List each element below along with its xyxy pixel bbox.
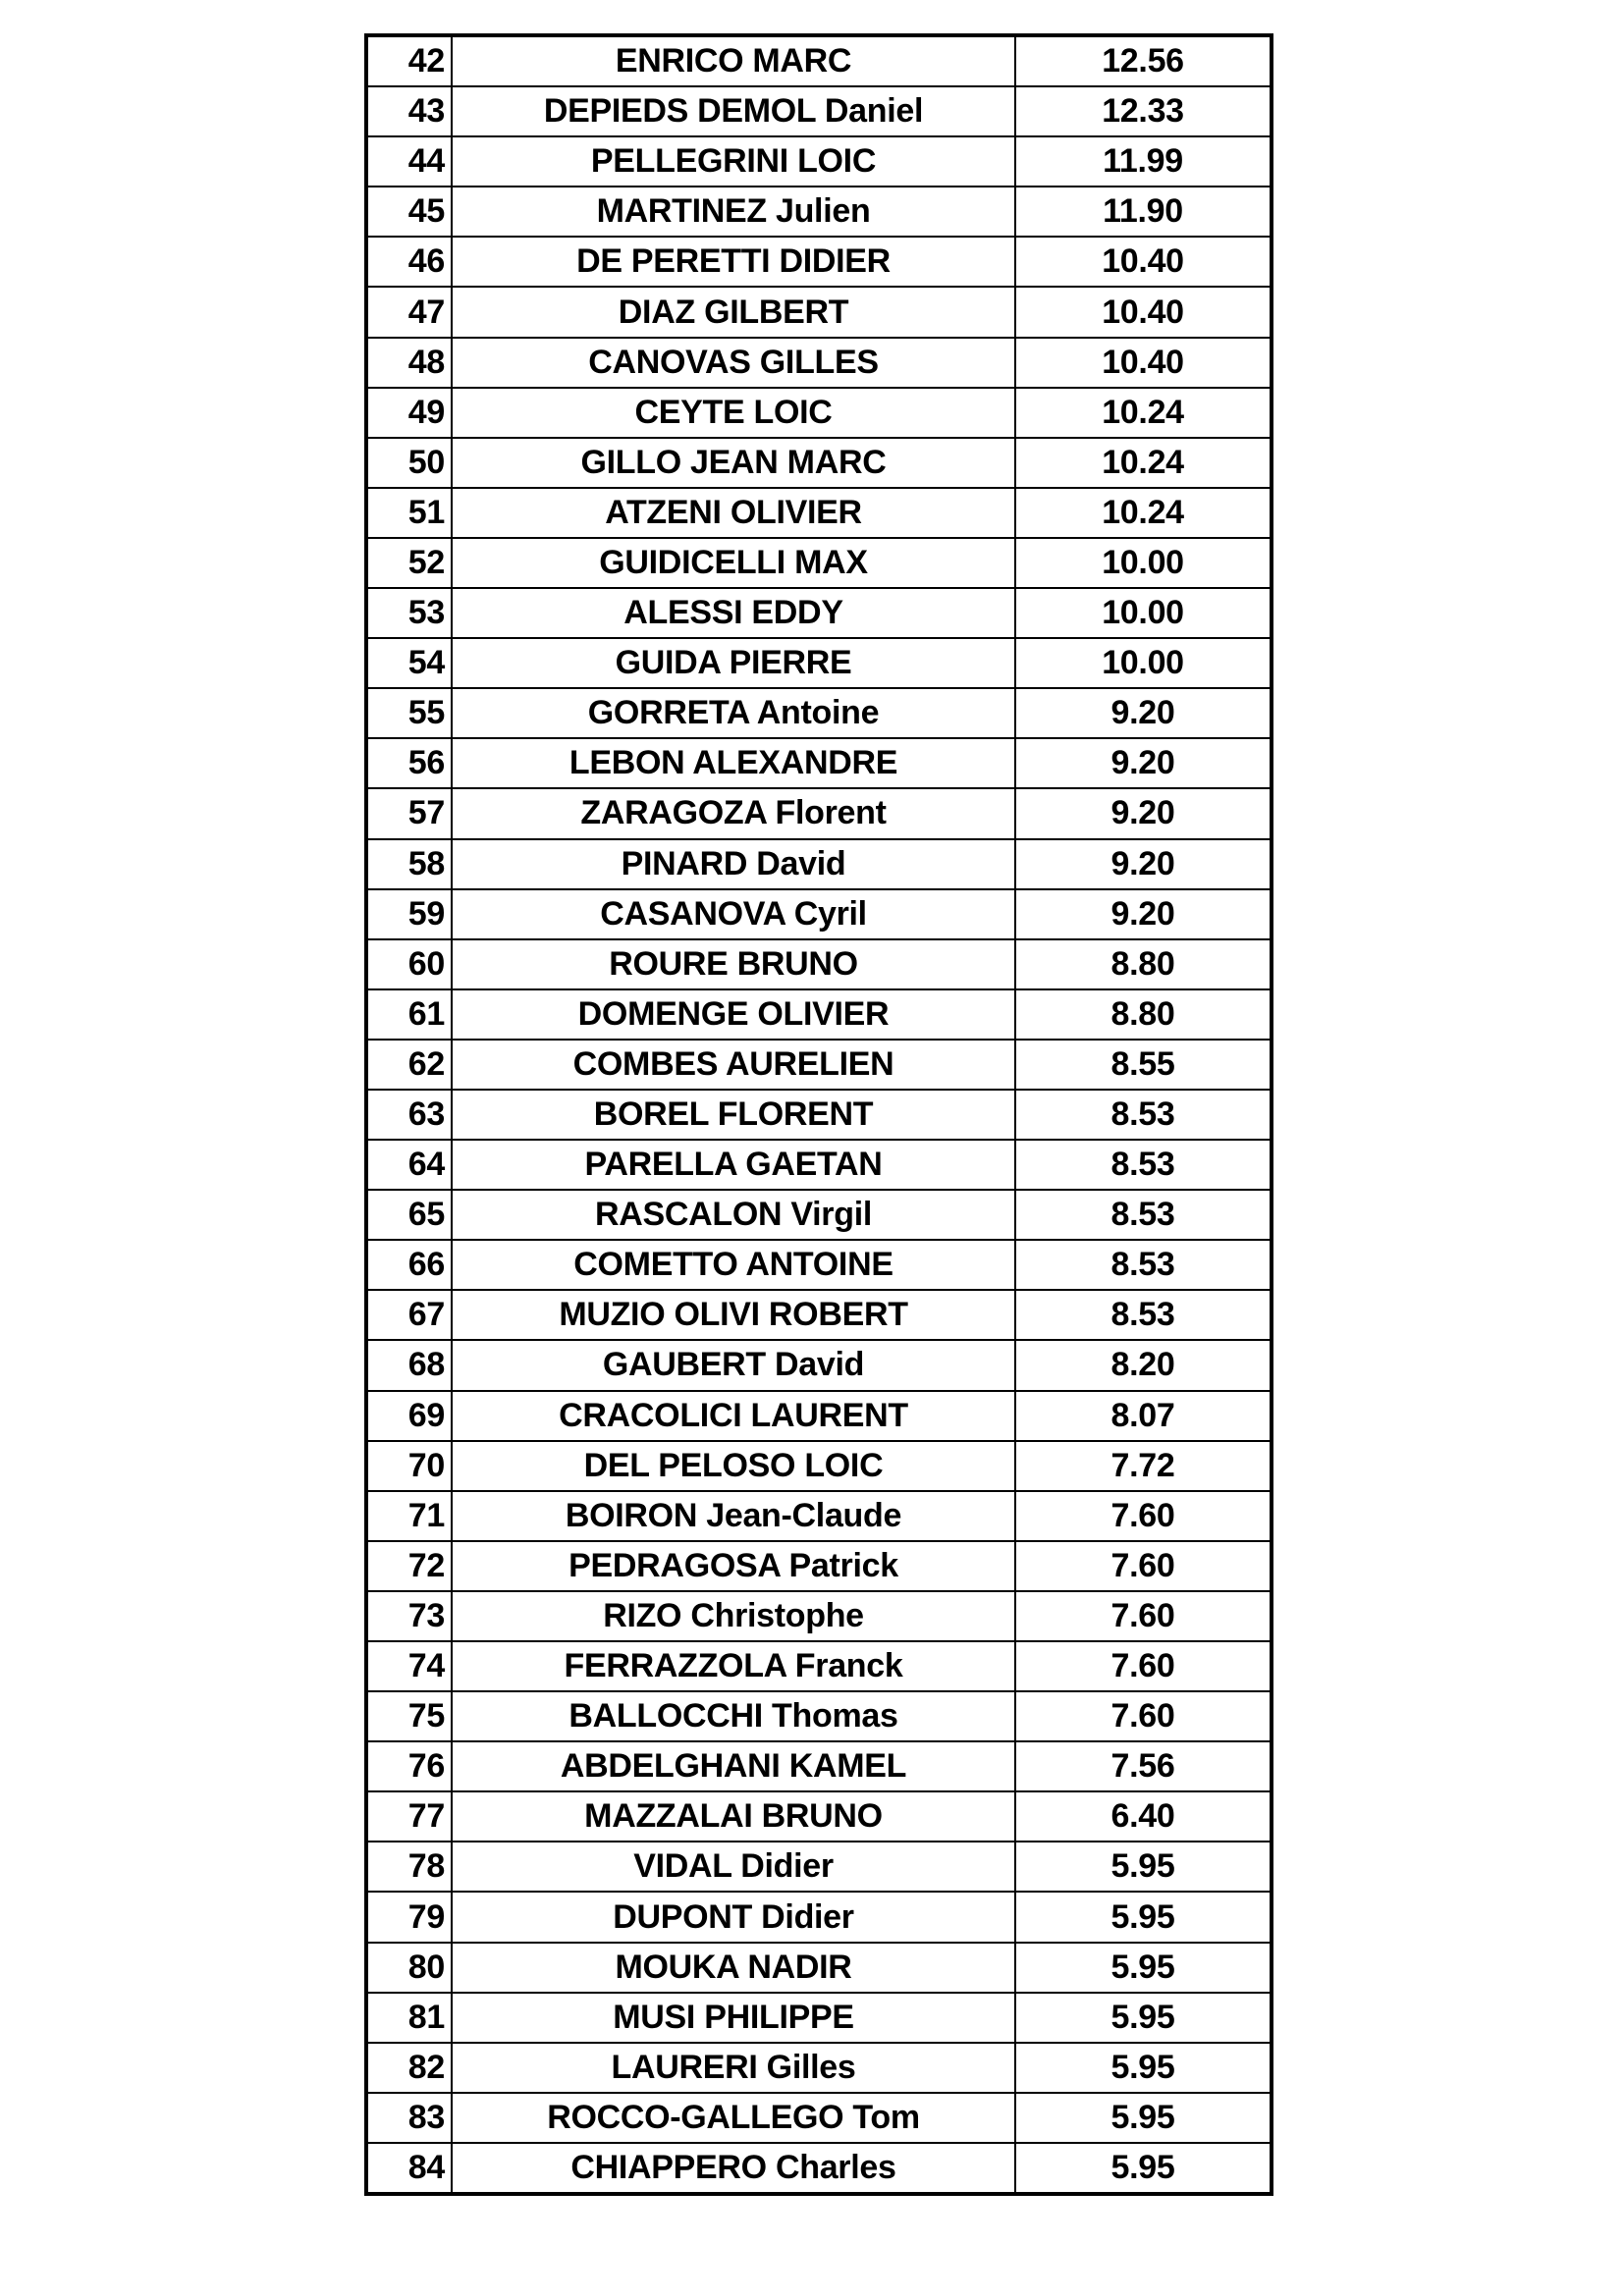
name-cell: COMETTO ANTOINE [452,1240,1015,1290]
rank-cell: 44 [366,136,452,187]
table-row [366,187,1272,237]
name-cell: CRACOLICI LAURENT [452,1391,1015,1441]
rank-cell: 75 [366,1691,452,1741]
score-cell: 5.95 [1015,1943,1272,1993]
rank-cell: 45 [366,187,452,237]
name-cell: ENRICO MARC [452,35,1015,86]
score-cell: 8.55 [1015,1040,1272,1090]
name-cell: GILLO JEAN MARC [452,438,1015,488]
rank-cell: 52 [366,538,452,588]
rank-cell: 83 [366,2093,452,2143]
rank-cell: 64 [366,1140,452,1190]
rank-cell: 49 [366,388,452,438]
score-cell: 5.95 [1015,2093,1272,2143]
name-cell: PARELLA GAETAN [452,1140,1015,1190]
table-row [366,1491,1272,1541]
table-row [366,136,1272,187]
name-cell: CANOVAS GILLES [452,338,1015,388]
rank-cell: 82 [366,2043,452,2093]
ranking-table-body [366,35,1272,2194]
score-cell: 10.40 [1015,338,1272,388]
table-row [366,388,1272,438]
score-cell: 8.53 [1015,1190,1272,1240]
name-cell: PEDRAGOSA Patrick [452,1541,1015,1591]
table-row [366,488,1272,538]
rank-cell: 67 [366,1290,452,1340]
score-cell: 8.80 [1015,939,1272,989]
rank-cell: 43 [366,86,452,136]
rank-cell: 78 [366,1842,452,1892]
table-row [366,638,1272,688]
score-cell: 9.20 [1015,738,1272,788]
score-cell: 11.99 [1015,136,1272,187]
table-row [366,438,1272,488]
name-cell: DEL PELOSO LOIC [452,1441,1015,1491]
name-cell: BOREL FLORENT [452,1090,1015,1140]
score-cell: 5.95 [1015,1842,1272,1892]
table-row [366,1040,1272,1090]
rank-cell: 68 [366,1340,452,1390]
table-row [366,1842,1272,1892]
score-cell: 12.33 [1015,86,1272,136]
table-row [366,237,1272,287]
score-cell: 10.40 [1015,237,1272,287]
name-cell: ALESSI EDDY [452,588,1015,638]
name-cell: ZARAGOZA Florent [452,788,1015,838]
name-cell: CASANOVA Cyril [452,889,1015,939]
name-cell: DUPONT Didier [452,1892,1015,1942]
score-cell: 9.20 [1015,839,1272,889]
rank-cell: 74 [366,1641,452,1691]
table-row [366,1791,1272,1842]
score-cell: 12.56 [1015,35,1272,86]
table-row [366,2043,1272,2093]
table-row [366,2093,1272,2143]
score-cell: 9.20 [1015,788,1272,838]
table-row [366,989,1272,1040]
name-cell: CHIAPPERO Charles [452,2143,1015,2194]
name-cell: FERRAZZOLA Franck [452,1641,1015,1691]
name-cell: MUZIO OLIVI ROBERT [452,1290,1015,1340]
rank-cell: 81 [366,1993,452,2043]
score-cell: 5.95 [1015,2043,1272,2093]
score-cell: 10.24 [1015,488,1272,538]
rank-cell: 58 [366,839,452,889]
name-cell: ROCCO-GALLEGO Tom [452,2093,1015,2143]
name-cell: MARTINEZ Julien [452,187,1015,237]
ranking-table [364,33,1273,2196]
name-cell: BOIRON Jean-Claude [452,1491,1015,1541]
name-cell: RIZO Christophe [452,1591,1015,1641]
score-cell: 5.95 [1015,1993,1272,2043]
table-row [366,1993,1272,2043]
rank-cell: 59 [366,889,452,939]
name-cell: DE PERETTI DIDIER [452,237,1015,287]
name-cell: DOMENGE OLIVIER [452,989,1015,1040]
name-cell: ABDELGHANI KAMEL [452,1741,1015,1791]
table-row [366,1140,1272,1190]
rank-cell: 76 [366,1741,452,1791]
table-row [366,1441,1272,1491]
name-cell: PELLEGRINI LOIC [452,136,1015,187]
rank-cell: 71 [366,1491,452,1541]
name-cell: ROURE BRUNO [452,939,1015,989]
table-row [366,939,1272,989]
table-row [366,688,1272,738]
table-row [366,1190,1272,1240]
rank-cell: 42 [366,35,452,86]
name-cell: GUIDA PIERRE [452,638,1015,688]
name-cell: RASCALON Virgil [452,1190,1015,1240]
rank-cell: 66 [366,1240,452,1290]
rank-cell: 51 [366,488,452,538]
rank-cell: 48 [366,338,452,388]
score-cell: 6.40 [1015,1791,1272,1842]
table-row [366,1340,1272,1390]
table-row [366,1240,1272,1290]
rank-cell: 72 [366,1541,452,1591]
name-cell: LEBON ALEXANDRE [452,738,1015,788]
rank-cell: 53 [366,588,452,638]
name-cell: BALLOCCHI Thomas [452,1691,1015,1741]
score-cell: 8.53 [1015,1290,1272,1340]
rank-cell: 65 [366,1190,452,1240]
rank-cell: 54 [366,638,452,688]
table-row [366,1641,1272,1691]
name-cell: MAZZALAI BRUNO [452,1791,1015,1842]
score-cell: 7.60 [1015,1591,1272,1641]
score-cell: 8.53 [1015,1140,1272,1190]
score-cell: 7.72 [1015,1441,1272,1491]
table-row [366,1541,1272,1591]
rank-cell: 77 [366,1791,452,1842]
score-cell: 10.40 [1015,287,1272,337]
table-row [366,889,1272,939]
table-row [366,86,1272,136]
rank-cell: 79 [366,1892,452,1942]
rank-cell: 84 [366,2143,452,2194]
score-cell: 7.60 [1015,1541,1272,1591]
table-row [366,35,1272,86]
score-cell: 7.56 [1015,1741,1272,1791]
name-cell: ATZENI OLIVIER [452,488,1015,538]
table-row [366,1391,1272,1441]
score-cell: 8.07 [1015,1391,1272,1441]
table-row [366,788,1272,838]
table-row [366,1892,1272,1942]
rank-cell: 60 [366,939,452,989]
table-row [366,738,1272,788]
rank-cell: 46 [366,237,452,287]
name-cell: DIAZ GILBERT [452,287,1015,337]
score-cell: 10.00 [1015,538,1272,588]
name-cell: GORRETA Antoine [452,688,1015,738]
score-cell: 8.80 [1015,989,1272,1040]
score-cell: 5.95 [1015,2143,1272,2194]
score-cell: 9.20 [1015,688,1272,738]
name-cell: COMBES AURELIEN [452,1040,1015,1090]
score-cell: 10.00 [1015,638,1272,688]
rank-cell: 50 [366,438,452,488]
score-cell: 5.95 [1015,1892,1272,1942]
score-cell: 11.90 [1015,187,1272,237]
score-cell: 10.00 [1015,588,1272,638]
name-cell: VIDAL Didier [452,1842,1015,1892]
score-cell: 8.53 [1015,1090,1272,1140]
name-cell: CEYTE LOIC [452,388,1015,438]
table-row [366,839,1272,889]
table-row [366,1943,1272,1993]
rank-cell: 69 [366,1391,452,1441]
table-row [366,538,1272,588]
table-row [366,1090,1272,1140]
name-cell: MOUKA NADIR [452,1943,1015,1993]
rank-cell: 80 [366,1943,452,1993]
rank-cell: 61 [366,989,452,1040]
name-cell: GAUBERT David [452,1340,1015,1390]
table-row [366,1691,1272,1741]
name-cell: PINARD David [452,839,1015,889]
name-cell: MUSI PHILIPPE [452,1993,1015,2043]
score-cell: 8.20 [1015,1340,1272,1390]
score-cell: 7.60 [1015,1641,1272,1691]
score-cell: 7.60 [1015,1691,1272,1741]
rank-cell: 47 [366,287,452,337]
name-cell: LAURERI Gilles [452,2043,1015,2093]
table-row [366,338,1272,388]
rank-cell: 63 [366,1090,452,1140]
rank-cell: 56 [366,738,452,788]
table-row [366,1741,1272,1791]
score-cell: 9.20 [1015,889,1272,939]
table-row [366,588,1272,638]
table-row [366,1591,1272,1641]
rank-cell: 70 [366,1441,452,1491]
rank-cell: 57 [366,788,452,838]
rank-cell: 73 [366,1591,452,1641]
table-row [366,1290,1272,1340]
score-cell: 8.53 [1015,1240,1272,1290]
name-cell: GUIDICELLI MAX [452,538,1015,588]
table-row [366,287,1272,337]
score-cell: 10.24 [1015,388,1272,438]
table-row [366,2143,1272,2194]
rank-cell: 55 [366,688,452,738]
rank-cell: 62 [366,1040,452,1090]
score-cell: 10.24 [1015,438,1272,488]
name-cell: DEPIEDS DEMOL Daniel [452,86,1015,136]
score-cell: 7.60 [1015,1491,1272,1541]
